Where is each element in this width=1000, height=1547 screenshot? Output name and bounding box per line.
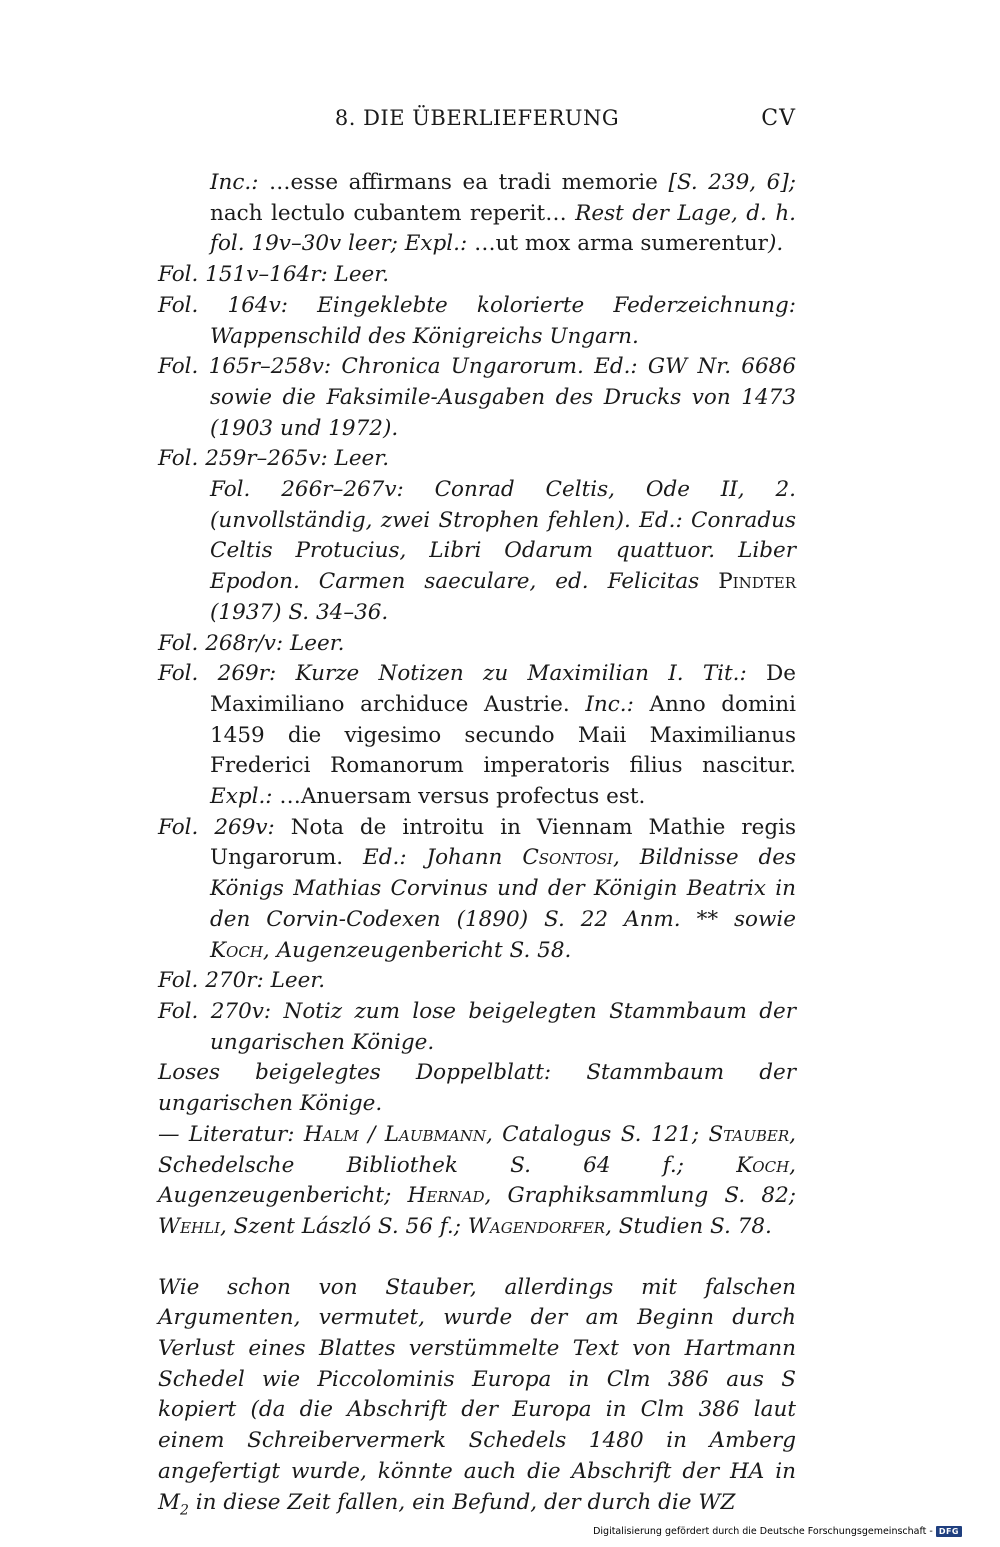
entry-text: Fol. 266r–267v: Conrad Celtis, Ode II, 2. (unvollständig, zwei Strophen fehlen). Ed.: Conradus Celtis Protucius, Libri Odarum quattuor. Liber Epodon. Carmen saeculare, ed. Felicitas (210, 477, 796, 595)
entry-text: Koch (210, 937, 263, 963)
entry-text: , Schedelsche Bibliothek S. 64 f.; (158, 1121, 797, 1178)
entry-text: (1937) S. 34–36. (210, 599, 389, 625)
folio-entry (158, 813, 796, 967)
entry-text: …ut mox arma sumerentur (467, 231, 768, 257)
folio-entry (158, 997, 796, 1058)
manuscript-description (158, 168, 796, 1243)
entry-text: Ed.: Johann (363, 845, 523, 871)
folio-entry (158, 168, 796, 260)
entry-text: , Catalogus S. 121; (485, 1121, 709, 1147)
entry-text: , Augenzeugenbericht S. 58. (262, 937, 572, 963)
entry-text: Fol. 268r/v: Leer. (158, 630, 345, 656)
folio-entry (158, 1120, 796, 1243)
page-number: CV (761, 106, 796, 131)
entry-text: De Maximiliano archiduce Austrie. (210, 661, 797, 717)
entry-text: Fol. 164v: Eingeklebte kolorierte Federzeichnung: Wappenschild des Königreichs Ungarn. (158, 292, 796, 349)
entry-text: , Graphiksammlung S. 82; (484, 1183, 797, 1209)
folio-entry (158, 444, 796, 475)
entry-text: , Studien S. 78. (605, 1213, 772, 1239)
entry-text: , Bildnisse des Königs Mathias Corvinus und der Königin Beatrix in den Corvin-Codexen (1890) S. 22 Anm. ** sowie (210, 845, 796, 932)
entry-text: Csontosi (522, 845, 613, 871)
paragraph-text: Wie schon von Stauber, allerdings mit falschen Argumenten, vermutet, wurde der am Beginn durch Verlust eines Blattes verstümmelte Text von Hartmann Schedel wie Piccolominis Europa in Clm 386 aus S kopiert (da die Abschrift der Europa in Clm 386 laut einem Schreibervermerk Schedels 1480 in Amberg angefertigt wurde, könnte auch die Abschrift der HA in M (158, 1274, 796, 1515)
folio-entry (158, 629, 796, 660)
digitization-credit (593, 1526, 962, 1537)
credit-text: Digitalisierung gefördert durch die Deutsche Forschungsgemeinschaft - (593, 1526, 933, 1537)
page-body (158, 168, 796, 1547)
entry-text: Fol. 269r: Kurze Notizen zu Maximilian I. Tit.: (158, 661, 747, 687)
entry-text: Nota de introitu in Viennam Mathie regis Ungarorum. (210, 814, 796, 871)
folio-entry (158, 1058, 796, 1119)
folio-entry (158, 291, 796, 352)
entry-text: Inc.: (585, 691, 634, 717)
folio-entry (158, 659, 796, 813)
entry-text: …esse affirmans ea tradi memorie (258, 170, 669, 195)
body-paragraph (158, 1273, 796, 1526)
folio-entry (158, 966, 796, 997)
folio-entry (158, 475, 796, 629)
entry-text: Fol. 270r: Leer. (158, 968, 326, 994)
entry-text: [S. 239, 6]; (668, 170, 796, 195)
entry-text: , Szent László S. 56 f.; (220, 1213, 468, 1239)
folio-entry (158, 352, 796, 444)
paragraph-text-end: in diese Zeit fallen, ein Befund, der durch die WZ (188, 1489, 736, 1515)
entry-text: Wagendorfer (467, 1213, 606, 1239)
entry-text: Anno domini 1459 die vigesimo secundo Maii Maximilianus Frederici Romanorum imperatoris filius nascitur. (210, 691, 796, 779)
entry-text: ). (767, 231, 784, 257)
entry-text: Expl.: (210, 784, 273, 810)
folio-entry (158, 260, 796, 291)
entry-text: Fol. 269v: (158, 814, 275, 840)
entry-text: Stauber (708, 1121, 790, 1147)
running-head-title: 8. DIE ÜBERLIEFERUNG (334, 106, 620, 130)
entry-text: Pindter (718, 569, 796, 595)
entry-text: Hernad (407, 1183, 485, 1209)
entry-text: — Literatur: (158, 1121, 304, 1147)
entry-text: Fol. 165r–258v: Chronica Ungarorum. Ed.: GW Nr. 6686 sowie die Faksimile-Ausgaben des Drucks von 1473 (1903 und 1972). (158, 354, 796, 441)
entry-text: Loses beigelegtes Doppelblatt: Stammbaum der ungarischen Könige. (158, 1060, 796, 1117)
subscript: 2 (180, 1501, 189, 1518)
entry-text: …Anuersam versus profectus est. (272, 784, 646, 810)
entry-text: Rest der Lage, d. h. fol. 19v–30v leer; Expl.: (210, 200, 796, 257)
dfg-logo: DFG (936, 1526, 962, 1537)
entry-text: nach lectulo cubantem reperit… (210, 200, 576, 226)
running-head (158, 106, 796, 140)
entry-text: Fol. 151v–164r: Leer. (158, 262, 390, 288)
entry-text: Inc.: (210, 170, 259, 195)
entry-text: , Augenzeugenbericht; (158, 1152, 796, 1209)
entry-text: Fol. 270v: Notiz zum lose beigelegten Stammbaum der ungarischen Könige. (158, 998, 796, 1055)
entry-text: Wehli (158, 1213, 221, 1239)
entry-text: Fol. 259r–265v: Leer. (158, 446, 390, 472)
entry-text: Halm / Laubmann (303, 1121, 486, 1147)
entry-text: Koch (736, 1152, 790, 1178)
